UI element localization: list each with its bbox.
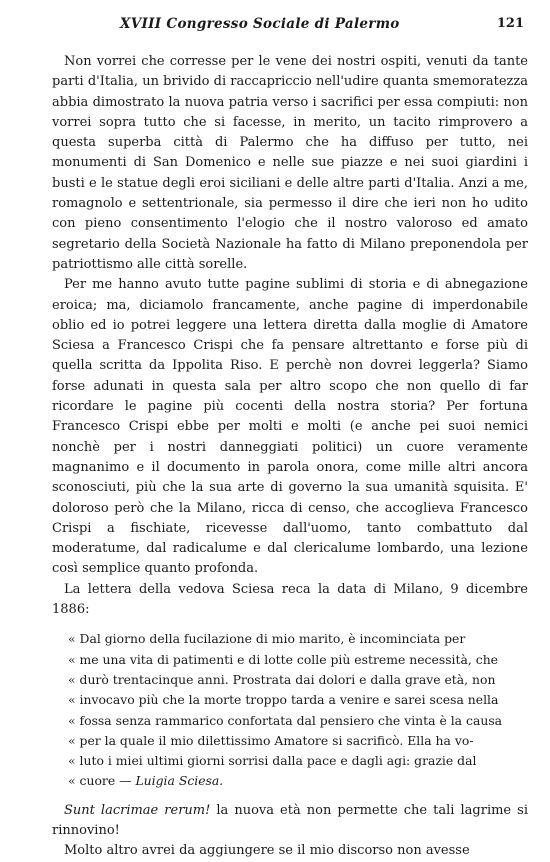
latin-quote: Sunt lacrimae rerum! bbox=[64, 802, 211, 818]
quote-line: « invocavo più che la morte troppo tarda a venire e sarei scesa nella bbox=[68, 692, 499, 708]
quote-line: « fossa senza rammarico confortata dal pensiero che vinta è la causa bbox=[68, 712, 503, 728]
closing-text: la nuova età non permette che tali lagrime si rinnovino! bbox=[52, 802, 528, 838]
body-text bbox=[52, 52, 528, 862]
quote-line-last bbox=[68, 771, 528, 791]
paragraph-2: Per me hanno avuto tutte pagine sublimi di storia e di abnegazione eroica; ma, diciamolo francamente, anche pagine di imperdonabile oblio ed io potrei leggere una lettera diretta dalla moglie di Amatore Sciesa a Francesco Crispi che fa pensare altrettanto e forse più di quella scritta da Ippolita Riso. E perchè non dovrei leggerla? Siamo forse adunati in questa sala per altro scopo che non quello di far ricordare le pagine più cocenti della nostra storia? Per fortuna Francesco Crispi ebbe per molti e molti (e anche pei suoi nemici nonchè per i nostri danneggiati politici) un cuore veramente magnanimo e il documento in parola onora, come mille altri ancora sconosciuti, più che la sua arte di governo la sua umanità squisita. E' doloroso però che la Milano, ricca di censo, che accoglieva Francesco Crispi a fischiate, ricevesse dall'uomo, tanto combattuto dal moderatume, dal radicalume e dal clericalume lombardo, una lezione così semplice quanto profonda. bbox=[52, 277, 528, 577]
page-header bbox=[52, 14, 528, 36]
paragraph-1: Non vorrei che corresse per le vene dei nostri ospiti, venuti da tante parti d'Italia, un brivido di raccapriccio nell'udire quanta smemoratezza abbia dimostrato la nuova patria verso i sacrifici per essa compiuti: non vorrei sopra tutto che si facesse, in merito, un tacito rimprovero a questa superba città di Palermo che ha diffuso per tutto, nei monumenti di San Domenico e nelle sue piazze e nei suoi giardini i busti e le statue degli eroi siciliani e delle altre parti d'Italia. Anzi a me, romagnolo e settentrionale, sia permesso il dire che ieri non ho udito con pieno consentimento l'elogio che il nostro valoroso ed amato segretario della Società Nazionale ha fatto di Milano preponendola per patriottismo alle città sorelle. bbox=[52, 54, 528, 272]
quote-line: « Dal giorno della fucilazione di mio marito, è incominciata per bbox=[68, 631, 466, 647]
quote-prefix: « cuore — bbox=[68, 773, 136, 789]
running-head: XVIII Congresso Sociale di Palermo bbox=[120, 16, 400, 32]
quote-line: « me una vita di patimenti e di lotte colle più estreme necessità, che bbox=[68, 651, 499, 667]
quote-line: « per la quale il mio dilettissimo Amatore si sacrificò. Ella ha vo- bbox=[68, 732, 474, 748]
final-paragraph: Molto altro avrei da aggiungere se il mio discorso non avesse bbox=[64, 843, 470, 859]
quote-line: « durò trentacinque anni. Prostrata dai dolori e dalla grave età, non bbox=[68, 671, 496, 687]
page-number: 121 bbox=[496, 16, 524, 31]
quote-line: « luto i miei ultimi giorni sorrisi dalla pace e dagli agi: grazie dal bbox=[68, 753, 477, 769]
closing-paragraph bbox=[52, 801, 528, 842]
signature: Luigia Sciesa. bbox=[135, 773, 224, 789]
letter-quote bbox=[52, 629, 528, 791]
paragraph-3: La lettera della vedova Sciesa reca la data di Milano, 9 dicembre 1886: bbox=[52, 581, 528, 618]
